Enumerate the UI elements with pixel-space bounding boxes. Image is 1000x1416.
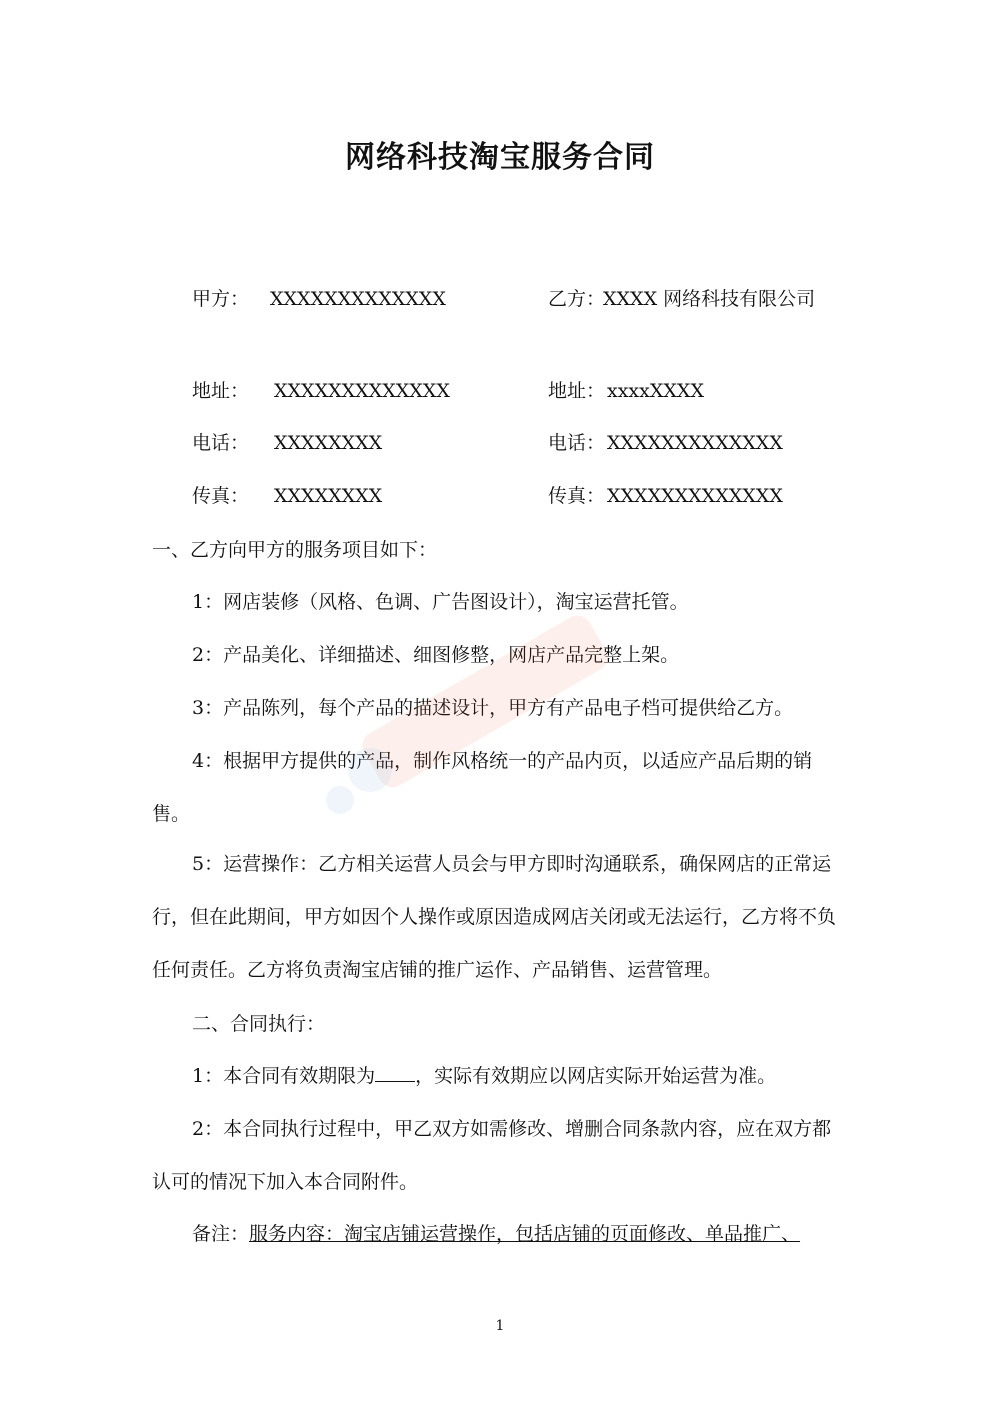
section2-item-2: 2：本合同执行过程中，甲乙双方如需修改、增删合同条款内容，应在双方都认可的情况下加入本合同附件。: [152, 1118, 832, 1193]
fax-a-label: 传真：: [192, 485, 250, 507]
phone-b-value: XXXXXXXXXXXXX: [607, 432, 783, 454]
section2-heading: 二、合同执行：: [192, 1013, 326, 1035]
section1-heading: 一、乙方向甲方的服务项目如下：: [152, 539, 438, 561]
party-b-label: 乙方：: [548, 288, 606, 310]
fax-b-value: XXXXXXXXXXXXX: [607, 485, 783, 507]
section1-item-5: 5：运营操作：乙方相关运营人员会与甲方即时沟通联系，确保网店的正常运行，但在此期间，甲方如因个人操作或原因造成网店关闭或无法运行，乙方将不负任何责任。乙方将负责淘宝店铺的推广运作、产品销售、运营管理。: [152, 853, 837, 981]
address-a-label: 地址：: [192, 380, 250, 402]
remark: [152, 1208, 842, 1261]
section1-item-1: 1：网店装修（风格、色调、广告图设计），淘宝运营托管。: [192, 591, 689, 613]
page-number: 1: [495, 1318, 505, 1334]
phone-b-label: 电话：: [548, 432, 606, 454]
section2-item-1-after: ，实际有效期应以网店实际开始运营为准。: [415, 1065, 777, 1087]
address-a-value: XXXXXXXXXXXXX: [274, 380, 450, 402]
remark-label: 备注：: [192, 1223, 250, 1245]
party-b-value: XXXX 网络科技有限公司: [603, 288, 816, 310]
section2-item-1-before: 1：本合同有效期限为: [192, 1065, 376, 1087]
phone-a-value: XXXXXXXX: [274, 432, 383, 454]
fax-a-value: XXXXXXXX: [274, 485, 383, 507]
party-a-value: XXXXXXXXXXXXX: [270, 288, 446, 310]
address-b-label: 地址：: [548, 380, 606, 402]
section2-item-1: [152, 1050, 842, 1103]
address-b-value: xxxxXXXX: [607, 380, 704, 402]
remark-underlined: 服务内容：淘宝店铺运营操作，包括店铺的页面修改、单品推广、: [249, 1223, 801, 1245]
phone-a-label: 电话：: [192, 432, 250, 454]
term-blank: [375, 1063, 415, 1082]
section1-item-2: 2：产品美化、详细描述、细图修整，网店产品完整上架。: [192, 644, 680, 666]
section1-item-4: 4：根据甲方提供的产品，制作风格统一的产品内页，以适应产品后期的销售。: [152, 750, 813, 825]
party-a-label: 甲方：: [192, 288, 250, 310]
section1-item-3: 3：产品陈列，每个产品的描述设计，甲方有产品电子档可提供给乙方。: [192, 697, 794, 719]
fax-b-label: 传真：: [548, 485, 606, 507]
document-title: 网络科技淘宝服务合同: [345, 140, 655, 175]
